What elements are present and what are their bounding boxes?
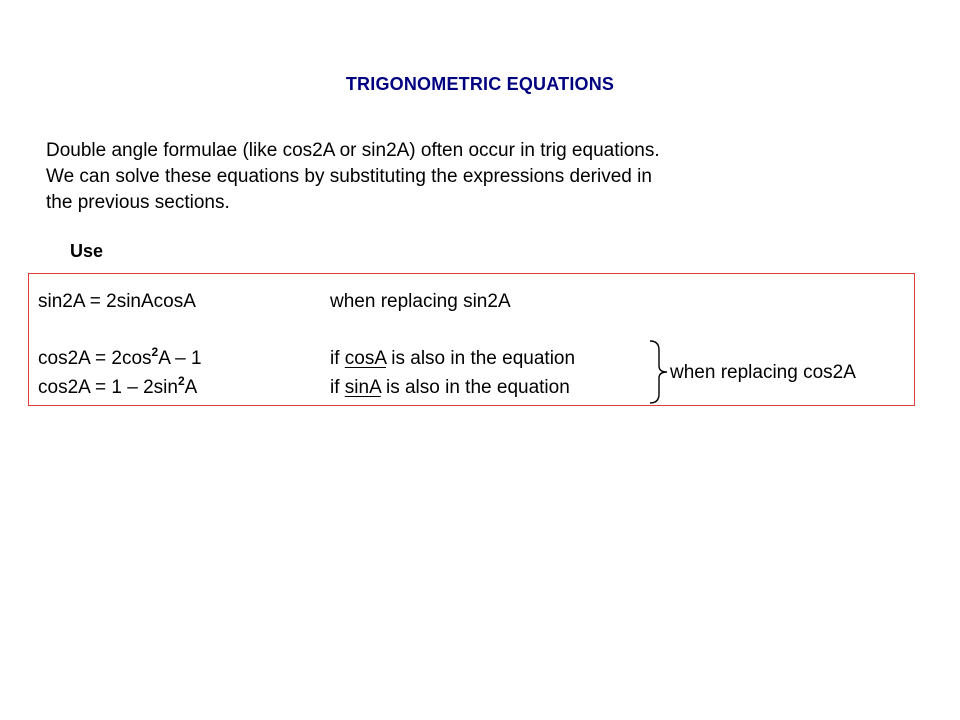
note-keyword-cosa: cosA	[344, 348, 386, 369]
note-keyword-sina: sinA	[344, 377, 381, 398]
formula-cos2a-sin-note	[330, 377, 570, 399]
formula-cos2a-cos-note	[330, 348, 575, 370]
note-suffix: is also in the equation	[380, 377, 570, 398]
use-label: Use	[70, 241, 104, 261]
intro-line-3: the previous sections.	[46, 192, 230, 213]
intro-line-1: Double angle formulae (like cos2A or sin2A) often occur in trig equations.	[46, 140, 660, 161]
page-title: TRIGONOMETRIC EQUATIONS	[345, 74, 615, 94]
formula-box	[28, 273, 915, 406]
curly-brace-icon	[648, 340, 670, 404]
note-prefix: if	[330, 348, 345, 369]
formula-cos2a-sin-equation	[38, 374, 198, 399]
equation-prefix: cos2A = 1 – 2sin	[38, 377, 178, 398]
equation-suffix: A – 1	[158, 348, 202, 369]
equation-exponent: 2	[177, 374, 185, 388]
equation-prefix: cos2A = 2cos	[38, 348, 152, 369]
note-prefix: if	[330, 377, 345, 398]
formula-sin2a-equation: sin2A = 2sinAcosA	[38, 291, 196, 312]
intro-paragraph	[46, 138, 866, 216]
intro-line-2: We can solve these equations by substituting the expressions derived in	[46, 166, 652, 187]
note-suffix: is also in the equation	[385, 348, 576, 369]
equation-exponent: 2	[151, 345, 159, 359]
brace-note: when replacing cos2A	[670, 362, 856, 383]
formula-sin2a-note: when replacing sin2A	[330, 291, 511, 312]
formula-cos2a-cos-equation	[38, 345, 202, 370]
equation-suffix: A	[184, 377, 198, 398]
